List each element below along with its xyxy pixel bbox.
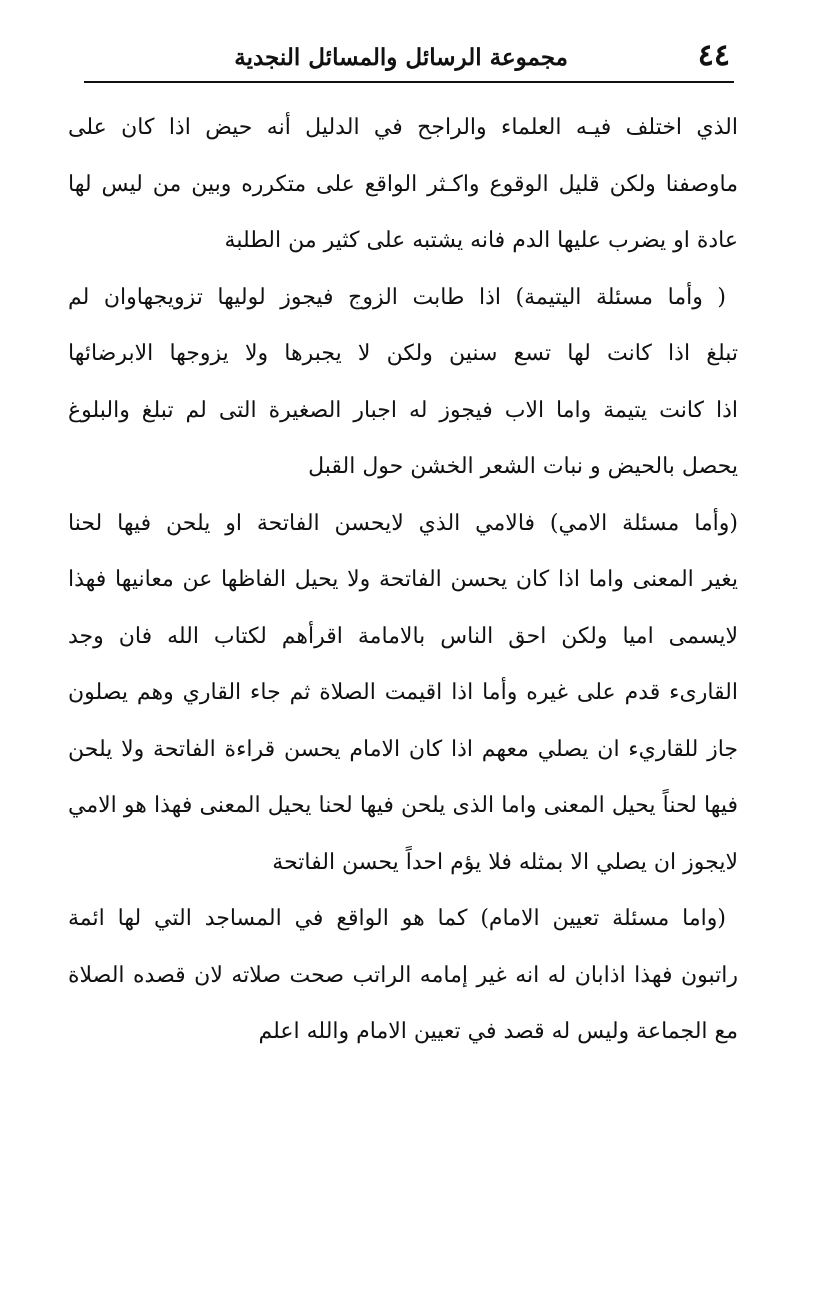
text-line: لايجوز ان يصلي الا بمثله فلا يؤم احداً يحسن الفاتحة [272, 849, 738, 875]
text-line: جاز للقاريء ان يصلي معهم اذا كان الامام يحسن قراءة الفاتحة ولا يلحن [68, 736, 738, 762]
page-header [84, 34, 734, 80]
paragraph-start-line: (واما مسئلة تعيين الامام) كما هو الواقع في المساجد التي لها ائمة [68, 906, 726, 931]
text-line: عادة او يضرب عليها الدم فانه يشتبه على كثير من الطلبة [224, 228, 738, 253]
text-line: الذي اختلف فيـه العلماء والراجح في الدليل أنه حيض اذا كان على [68, 115, 738, 140]
text-line: تبلغ اذا كانت لها تسع سنين ولكن لا يجبرها ولا يزوجها الابرضائها [68, 341, 738, 366]
body-text [68, 100, 738, 1061]
header-rule [84, 81, 734, 83]
text-line: راتبون فهذا اذابان له انه غير إمامه الراتب صحت صلاته لان قصده الصلاة [68, 962, 738, 988]
text-line: مع الجماعة وليس له قصد في تعيين الامام والله اعلم [258, 1019, 738, 1044]
paragraph-start-line: ( وأما مسئلة اليتيمة) اذا طابت الزوج فيجوز لوليها تزويجهاوان لم [68, 284, 726, 310]
text-line: القارىء قدم على غيره وأما اذا اقيمت الصلاة ثم جاء القاري وهم يصلون [68, 680, 738, 705]
paragraph-start-line: (وأما مسئلة الامي) فالامي الذي لايحسن الفاتحة او يلحن فيها لحنا [68, 510, 738, 536]
text-line: لايسمى اميا ولكن احق الناس بالامامة اقرأهم لكتاب الله فان وجد [68, 623, 738, 649]
text-line: ماوصفنا ولكن قليل الوقوع واكـثر الواقع على متكرره وبين من ليس لها [68, 171, 738, 197]
text-line: فيها لحناً يحيل المعنى واما الذى يلحن فيها لحنا يحيل المعنى فهذا هو الامي [68, 793, 738, 818]
text-line: يغير المعنى واما اذا كان يحسن الفاتحة ولا يحيل الفاظها عن معانيها فهذا [68, 567, 738, 592]
text-line: يحصل بالحيض و نبات الشعر الخشن حول القبل [308, 454, 738, 479]
running-title: مجموعة الرسائل والمسائل النجدية [234, 44, 568, 71]
page-number: ٤٤ [697, 38, 730, 73]
text-line: اذا كانت يتيمة واما الاب فيجوز له اجبار الصغيرة التى لم تبلغ والبلوغ [68, 397, 738, 423]
